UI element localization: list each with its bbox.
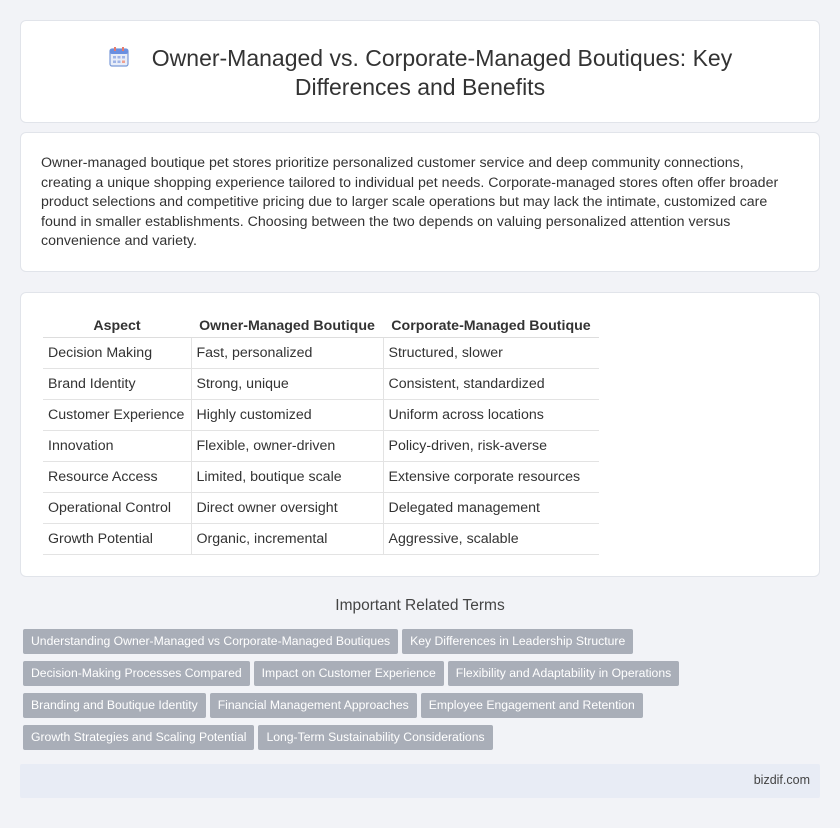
table-cell: Organic, incremental [191,523,383,554]
related-term-tag[interactable]: Long-Term Sustainability Considerations [258,725,492,750]
table-header-row [43,315,599,337]
table-cell: Decision Making [43,337,191,368]
footer-brand[interactable]: bizdif.com [753,773,810,787]
comparison-table [43,315,599,555]
related-term-tag[interactable]: Financial Management Approaches [210,693,417,718]
header-aspect: Aspect [43,315,191,337]
related-term-tag[interactable]: Flexibility and Adaptability in Operations [448,661,679,686]
table-cell: Highly customized [191,399,383,430]
related-term-tag[interactable]: Understanding Owner-Managed vs Corporate-Managed Boutiques [23,629,398,654]
footer [20,764,820,798]
header-owner-managed: Owner-Managed Boutique [191,315,383,337]
comparison-card [20,292,820,577]
intro-paragraph: Owner-managed boutique pet stores prioritize personalized customer service and deep community connections, creating a unique shopping experience tailored to individual pet needs. Corporate-managed stores often offer broader product selections and competitive pricing due to larger scale operations but may lack the intimate, customized care found in smaller establishments. Choosing between the two depends on valuing personalized attention versus convenience and variety. [41,155,779,250]
table-cell: Fast, personalized [191,337,383,368]
table-row [43,492,599,523]
table-cell: Limited, boutique scale [191,461,383,492]
table-cell: Direct owner oversight [191,492,383,523]
table-cell: Brand Identity [43,368,191,399]
table-cell: Innovation [43,430,191,461]
table-row [43,430,599,461]
table-cell: Uniform across locations [383,399,599,430]
page-title: Owner-Managed vs. Corporate-Managed Boutiques: Key Differences and Benefits [151,45,733,100]
table-cell: Operational Control [43,492,191,523]
table-cell: Consistent, standardized [383,368,599,399]
table-cell: Resource Access [43,461,191,492]
table-cell: Customer Experience [43,399,191,430]
table-cell: Delegated management [383,492,599,523]
related-term-tag[interactable]: Growth Strategies and Scaling Potential [23,725,254,750]
table-row [43,368,599,399]
table-row [43,399,599,430]
related-term-tag[interactable]: Branding and Boutique Identity [23,693,206,718]
intro-card [20,132,820,272]
page-title-wrap [61,44,779,102]
table-cell: Growth Potential [43,523,191,554]
header-corporate-managed: Corporate-Managed Boutique [383,315,599,337]
related-terms-title: Important Related Terms [335,597,505,614]
table-cell: Policy-driven, risk-averse [383,430,599,461]
related-terms-list [23,629,823,757]
related-term-tag[interactable]: Impact on Customer Experience [254,661,444,686]
table-row [43,523,599,554]
table-row [43,337,599,368]
table-cell: Extensive corporate resources [383,461,599,492]
header-card [20,20,820,123]
related-term-tag[interactable]: Decision-Making Processes Compared [23,661,250,686]
table-cell: Aggressive, scalable [383,523,599,554]
table-row [43,461,599,492]
table-cell: Flexible, owner-driven [191,430,383,461]
table-cell: Strong, unique [191,368,383,399]
calendar-icon [108,46,130,68]
related-term-tag[interactable]: Employee Engagement and Retention [421,693,643,718]
related-term-tag[interactable]: Key Differences in Leadership Structure [402,629,633,654]
table-cell: Structured, slower [383,337,599,368]
